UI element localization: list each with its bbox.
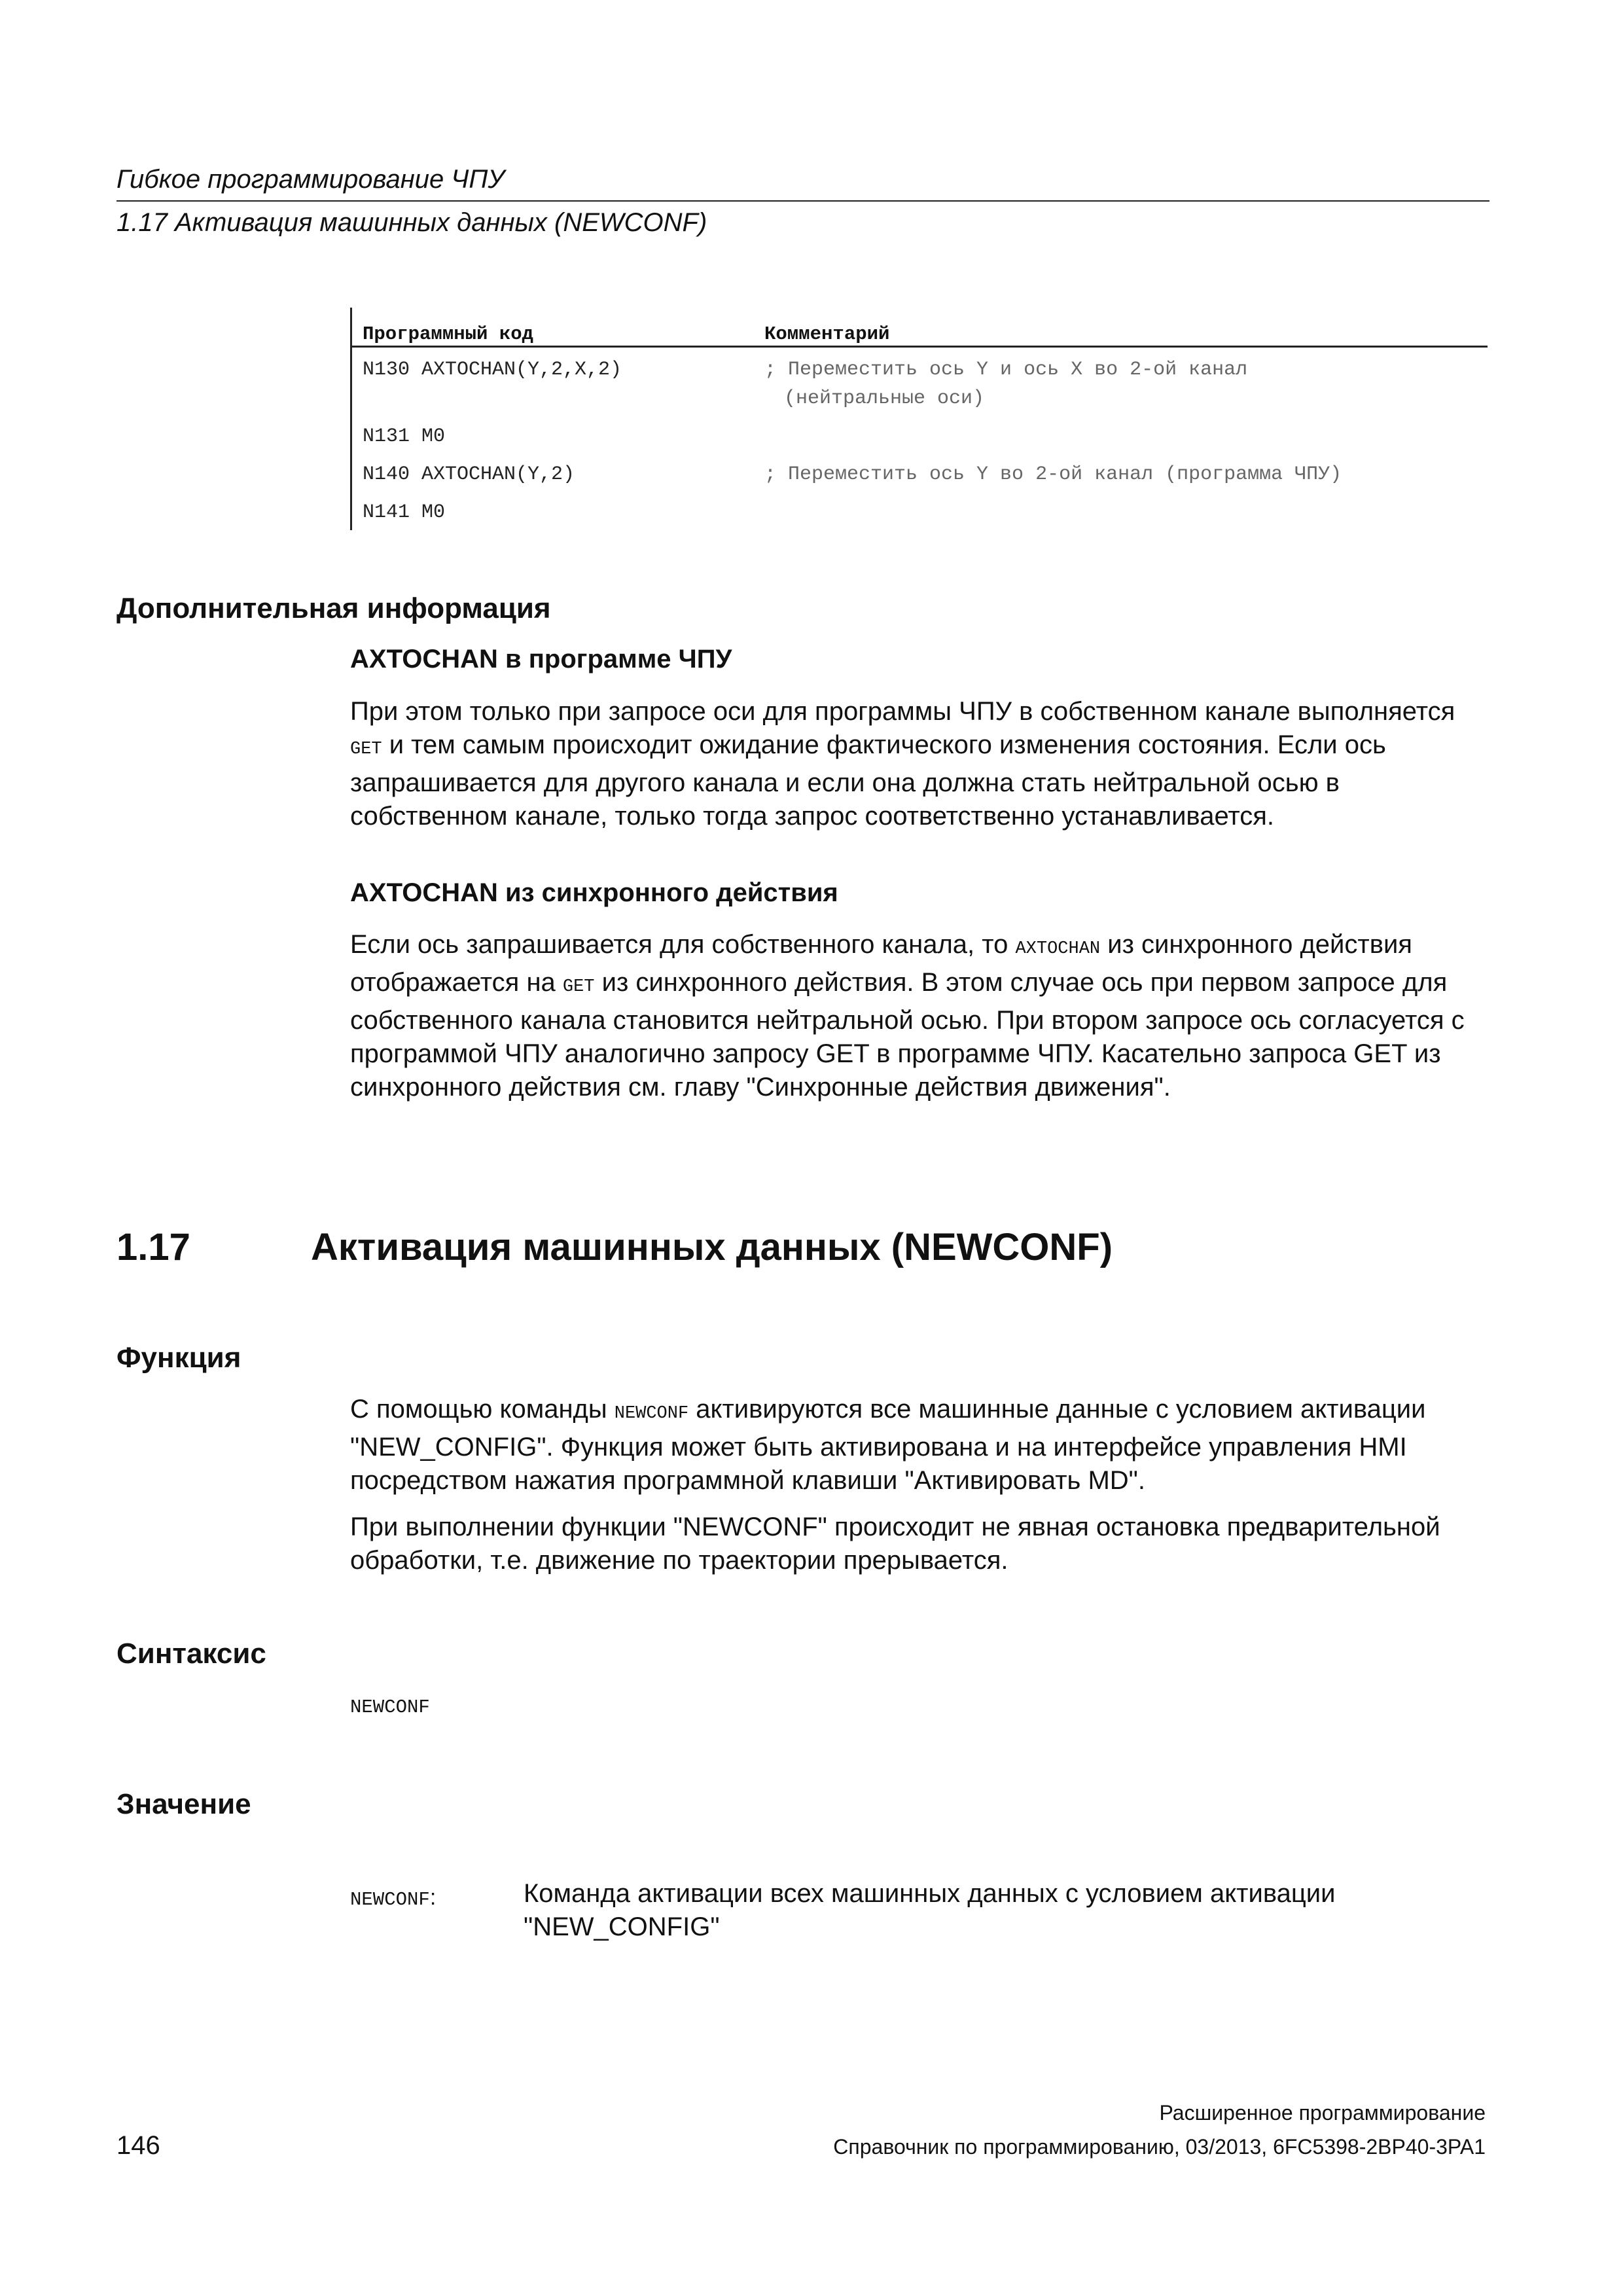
header-rule: [116, 200, 1489, 202]
code-line: N130 AXTOCHAN(Y,2,X,2): [363, 359, 622, 381]
meaning-heading: Значение: [116, 1788, 251, 1820]
syntax-code: NEWCONF: [350, 1696, 430, 1718]
additional-info-heading: Дополнительная информация: [116, 592, 551, 624]
definition-description: Команда активации всех машинных данных с условием активации "NEW_CONFIG": [524, 1879, 1336, 1941]
subheading-axtochan-nc: AXTOCHAN в программе ЧПУ: [350, 645, 732, 673]
running-section: 1.17 Активация машинных данных (NEWCONF): [116, 208, 707, 237]
comment-column-header: Комментарий: [764, 323, 890, 345]
function-paragraph-2: При выполнении функции "NEWCONF" происходит не явная остановка предварительной обработки, т.е. движение по траектории прерывается.: [350, 1513, 1440, 1575]
page-number: 146: [116, 2131, 160, 2160]
function-heading: Функция: [116, 1342, 241, 1374]
code-column-header: Программный код: [363, 323, 534, 345]
paragraph-axtochan-synact: Если ось запрашивается для собственного канала, то AXTOCHAN из синхронного действия отображается на GET из синхронного действия. В этом случае ось при первом запросе для собственного канала становится нейтральной осью. При втором запросе ось согласуется с программой ЧПУ аналогично запросу GET в программе ЧПУ. Касательно запроса GET из синхронного действия см. главу "Синхронные действия движения".: [350, 930, 1465, 1102]
footer-book-reference: Справочник по программированию, 03/2013, 6FC5398-2BP40-3PA1: [833, 2135, 1486, 2159]
code-comment: ; Переместить ось Y и ось X во 2-ой канал: [764, 359, 1248, 381]
code-line: N131 M0: [363, 425, 446, 448]
section-number: 1.17: [116, 1226, 190, 1268]
code-table: [350, 308, 1488, 530]
definition-term: NEWCONF:: [350, 1885, 437, 1910]
running-title: Гибкое программирование ЧПУ: [116, 165, 505, 194]
paragraph-axtochan-nc: При этом только при запросе оси для программы ЧПУ в собственном канале выполняется GET и тем самым происходит ожидание фактического изменения состояния. Если ось запрашивается для другого канала и если она должна стать нейтральной осью в собственном канале, только тогда запрос соответственно устанавливается.: [350, 697, 1455, 831]
subheading-axtochan-synact: AXTOCHAN из синхронного действия: [350, 878, 838, 907]
code-comment-continued: (нейтральные оси): [784, 387, 985, 410]
code-line: N140 AXTOCHAN(Y,2): [363, 463, 575, 486]
code-table-rule: [352, 346, 1488, 348]
code-comment: ; Переместить ось Y во 2-ой канал (программа ЧПУ): [764, 463, 1342, 486]
inline-code: NEWCONF: [614, 1404, 689, 1424]
footer-book-title: Расширенное программирование: [1159, 2101, 1486, 2125]
section-title: Активация машинных данных (NEWCONF): [311, 1226, 1113, 1268]
inline-code: GET: [350, 740, 382, 759]
inline-code: AXTOCHAN: [1015, 939, 1101, 959]
function-paragraph-1: С помощью команды NEWCONF активируются все машинные данные с условием активации "NEW_CONFIG". Функция может быть активирована и на интерфейсе управления HMI посредством нажатия программной клавиши "Активировать MD".: [350, 1395, 1426, 1495]
syntax-heading: Синтаксис: [116, 1638, 266, 1670]
code-line: N141 M0: [363, 501, 446, 524]
inline-code: GET: [562, 977, 595, 997]
